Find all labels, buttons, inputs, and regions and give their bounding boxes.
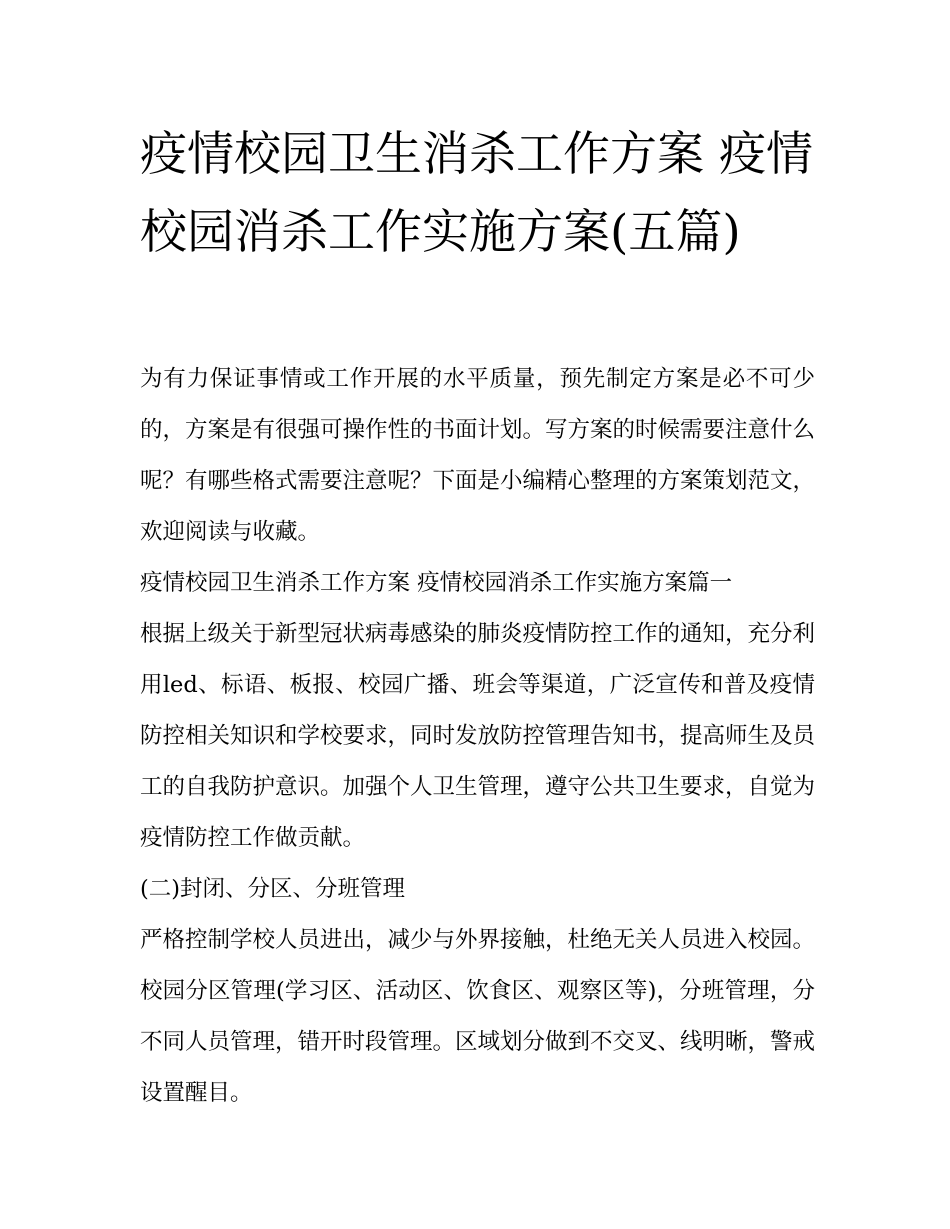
- document-title: 疫情校园卫生消杀工作方案 疫情校园消杀工作实施方案(五篇): [140, 127, 813, 260]
- intro-paragraph: 为有力保证事情或工作开展的水平质量，预先制定方案是必不可少的，方案是有很强可操作性的书面计划。写方案的时候需要注意什么呢？有哪些格式需要注意呢？下面是小编精心整理的方案策划范文，欢迎阅读与收藏。: [140, 366, 816, 545]
- body-paragraph: 严格控制学校人员进出，减少与外界接触，杜绝无关人员进入校园。校园分区管理(学习区、活动区、饮食区、观察区等)，分班管理，分不同人员管理，错开时段管理。区域划分做到不交叉、线明晰，警戒设置醒目。: [140, 927, 816, 1106]
- body-paragraph: 根据上级关于新型冠状病毒感染的肺炎疫情防控工作的通知，充分利用led、标语、板报、校园广播、班会等渠道，广泛宣传和普及疫情防控相关知识和学校要求，同时发放防控管理告知书，提高师生及员工的自我防护意识。加强个人卫生管理，遵守公共卫生要求，自觉为疫情防控工作做贡献。: [140, 621, 816, 851]
- subsection-heading: (二)封闭、分区、分班管理: [140, 876, 406, 902]
- document-body: [140, 354, 815, 1119]
- section-heading: 疫情校园卫生消杀工作方案 疫情校园消杀工作实施方案篇一: [140, 570, 733, 596]
